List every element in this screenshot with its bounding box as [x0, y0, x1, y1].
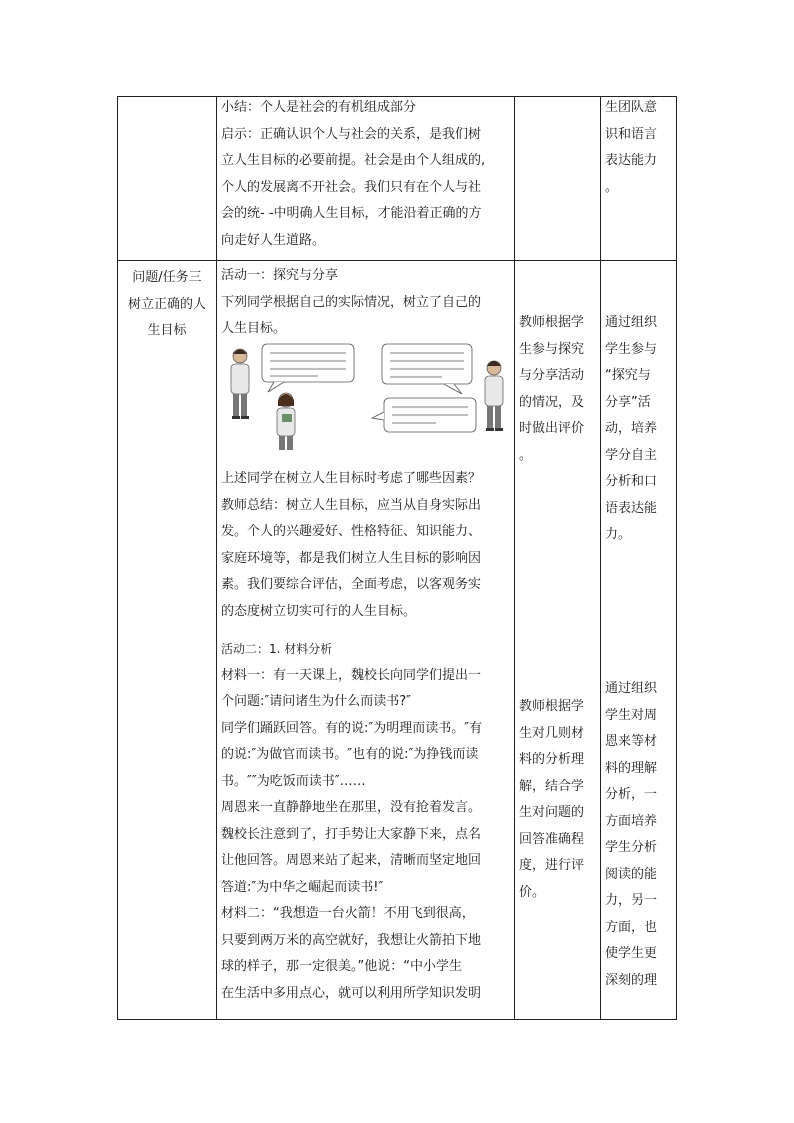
text-line: 力，另一: [605, 893, 658, 908]
text-line: 魏校长注意到了，打手势让大家静下来，点名: [221, 826, 482, 842]
text-line: 解，结合学: [519, 778, 585, 794]
text-line: 人生目标。: [221, 321, 287, 336]
text-line: 周恩来一直静静地坐在那里，没有抢着发言。: [221, 800, 482, 815]
text-line: 的态度树立切实可行的人生目标。: [221, 603, 417, 619]
text-line: 下列同学根据自己的实际情况，树立了自己的: [221, 294, 482, 310]
text-line: 表达能力: [605, 153, 658, 168]
text-line: 方面培养: [605, 813, 658, 829]
text-line: 语表达能: [605, 500, 658, 516]
activity2-material: [221, 636, 513, 1007]
text-line: 分析和口: [605, 474, 658, 489]
students-illustration: [222, 342, 508, 452]
text-line: 个人的发展离不开社会。我们只有在个人与社: [221, 179, 482, 195]
text-line: 。: [519, 447, 533, 463]
text-line: 学生参与: [605, 341, 658, 357]
text-line: 生对问题的: [519, 805, 585, 820]
activity1-evaluation: [519, 310, 599, 469]
text-line: 向走好人生道路。: [221, 232, 326, 248]
text-line: 料的分析理: [519, 752, 585, 767]
text-line: 同学们踊跃回答。有的说:″为明理而读书。″有: [221, 720, 483, 736]
text-line: 力。: [605, 527, 632, 542]
text-line: 活动一：探究与分享: [221, 268, 339, 283]
row-divider: [117, 260, 677, 261]
text-line: 在生活中多用点心，就可以利用所学知识发明: [221, 985, 482, 1001]
table-left-border: [117, 96, 118, 1020]
text-line: 书。″″为吃饭而读书″……: [221, 773, 366, 789]
text-line: 动，培养: [605, 421, 658, 436]
table-bottom-border: [117, 1019, 677, 1020]
row1-goal-text: [605, 95, 675, 201]
text-line: 会的统- -中明确人生目标，才能沿着正确的方: [221, 206, 482, 221]
text-line: 与分享活动: [519, 368, 585, 383]
text-line: 答道:″为中华之崛起而读书!″: [221, 879, 384, 895]
text-line: 恩来等材: [605, 734, 658, 749]
text-line: 让他回答。周恩来站了起来，清晰而坚定地回: [221, 853, 482, 868]
text-line: 通过组织: [605, 681, 658, 696]
text-line: 方面，也: [605, 919, 658, 935]
text-line: 回答准确程: [519, 831, 585, 847]
text-line: 启示：正确认识个人与社会的关系，是我们树: [221, 126, 482, 142]
text-line: 时做出评价: [519, 421, 585, 436]
col-divider-3: [600, 96, 601, 1020]
text-line: 学生分析: [605, 840, 658, 855]
text-line: 材料一：有一天课上，魏校长向同学们提出一: [221, 667, 482, 683]
text-line: 通过组织: [605, 315, 658, 330]
text-line: 料的理解: [605, 760, 658, 776]
activity1-goal: [605, 310, 675, 549]
text-line: 立人生目标的必要前提。社会是由个人组成的,: [221, 153, 486, 168]
text-line: 上述同学在树立人生目标时考虑了哪些因素？: [221, 471, 482, 486]
text-line: 树立正确的人: [127, 296, 206, 312]
text-line: 活动二：1. 材料分析: [221, 642, 333, 656]
text-line: 深刻的理: [605, 972, 658, 988]
text-line: 材料二：“我想造一台火箭！不用飞到很高，: [221, 906, 475, 921]
task-title: [119, 265, 215, 345]
text-line: 个问题:″请问诸生为什么而读书?″: [221, 694, 411, 709]
text-line: 的情况，及: [519, 394, 585, 410]
text-line: 生目标: [147, 323, 187, 338]
text-line: 分享”活: [605, 394, 651, 410]
text-line: 教师根据学: [519, 699, 585, 714]
text-line: 度，进行评: [519, 858, 585, 873]
text-line: 学分自主: [605, 447, 658, 463]
text-line: 家庭环境等，都是我们树立人生目标的影响因: [221, 550, 482, 566]
text-line: 素。我们要综合评估，全面考虑，以客观务实: [221, 577, 482, 592]
text-line: 学生对周: [605, 707, 658, 723]
activity2-goal: [605, 676, 675, 994]
text-line: 识和语言: [605, 126, 658, 142]
text-line: 阅读的能: [605, 866, 658, 882]
col-divider-2: [514, 96, 515, 1020]
activity1-summary: [221, 466, 513, 625]
text-line: 生团队意: [605, 100, 658, 115]
text-line: 教师根据学: [519, 315, 585, 330]
text-line: 发。个人的兴趣爱好、性格特征、知识能力、: [221, 524, 482, 539]
text-line: 生对几则材: [519, 725, 585, 741]
text-line: 的说:″为做官而读书。″也有的说:″为挣钱而读: [221, 747, 479, 762]
text-line: “探究与: [605, 368, 651, 383]
col-divider-1: [216, 96, 217, 1020]
activity1-intro: [221, 263, 513, 343]
text-line: 分析，一: [605, 787, 658, 802]
text-line: 小结：个人是社会的有机组成部分: [221, 100, 417, 115]
text-line: 教师总结：树立人生目标，应当从自身实际出: [221, 497, 482, 513]
text-line: 。: [605, 179, 619, 195]
lesson-plan-table: [117, 96, 677, 1020]
text-line: 价。: [519, 884, 546, 900]
text-line: 问题/任务三: [132, 270, 202, 285]
text-line: 只要到两万米的高空就好，我想让火箭拍下地: [221, 932, 482, 948]
text-line: 球的样子，那一定很美。”他说：“中小学生: [221, 959, 462, 974]
activity2-evaluation: [519, 694, 599, 906]
row1-main-text: [221, 95, 513, 254]
text-line: 生参与探究: [519, 341, 585, 357]
table-right-border: [676, 96, 677, 1020]
text-line: 使学生更: [605, 946, 658, 961]
